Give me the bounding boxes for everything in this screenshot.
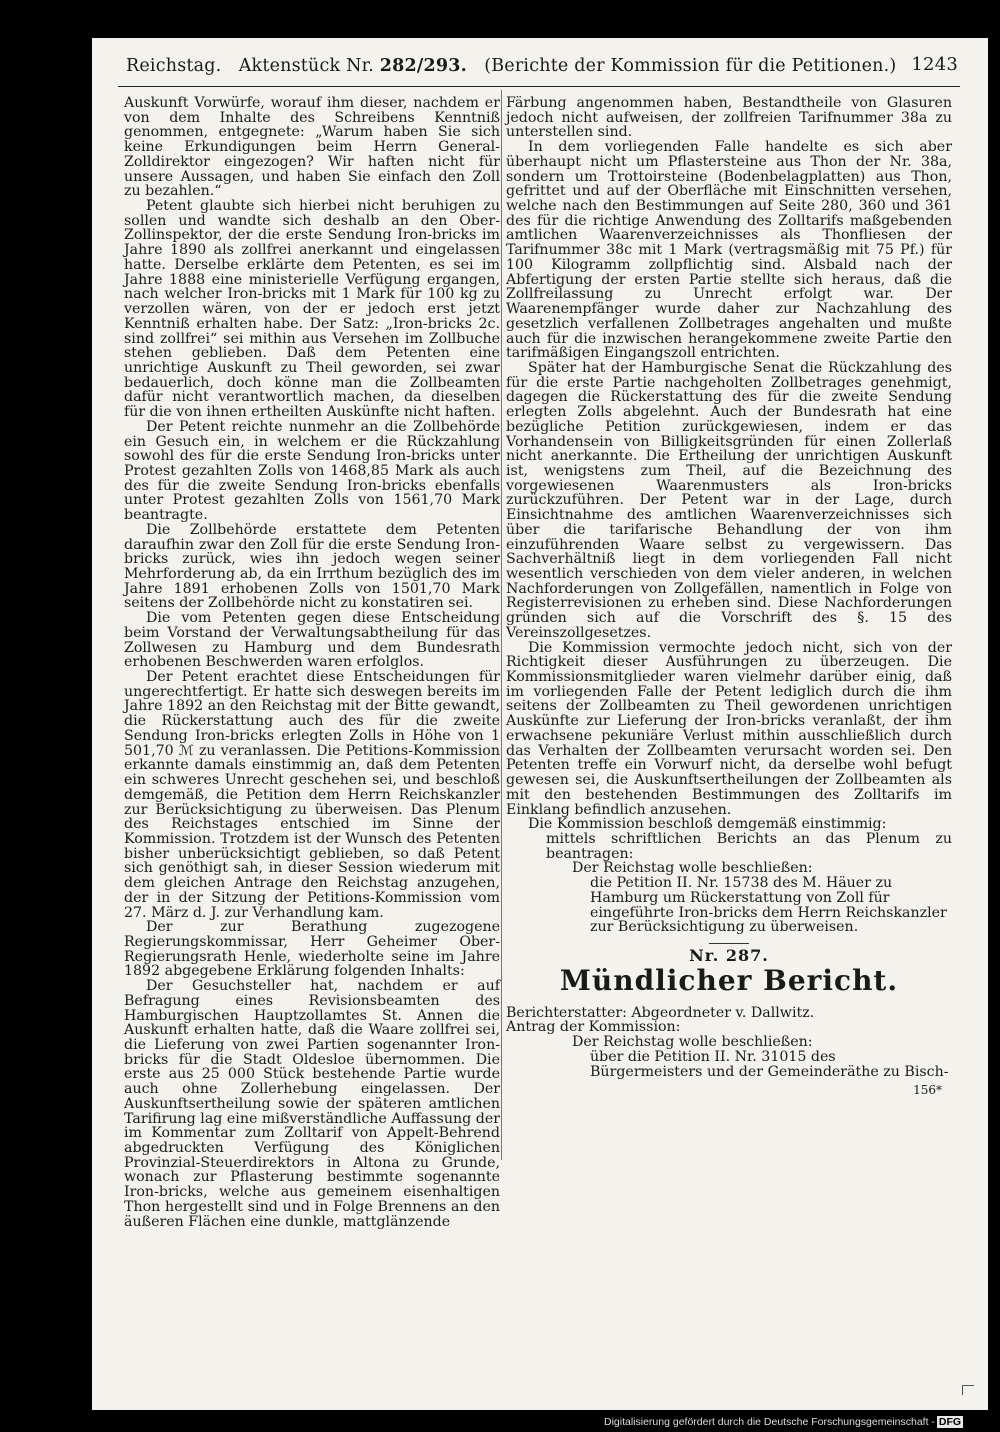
resolution-text: die Petition II. Nr. 15738 des M. Häuer zu Hamburg um Rückerstattung von Zoll für eingeführte Iron-bricks dem Herrn Reichskanzler zur Berücksichtigung zu überweisen.	[590, 875, 947, 936]
paragraph: Färbung angenommen haben, Bestandtheile von Glasuren jedoch nicht aufweisen, der zollfreien Tarifnummer 38a zu unterstellen sind.	[506, 95, 952, 141]
paragraph: Der zur Berathung zugezogene Regierungskommissar, Herr Geheimer Ober-Regierungsrath Henle, wiederholte seine im Jahre 1892 abgegebene Erklärung folgenden Inhalts:	[124, 919, 500, 980]
paragraph: Der Petent reichte nunmehr an die Zollbehörde ein Gesuch ein, in welchem er die Rückzahlung sowohl des für die erste Sendung Iron-bricks unter Protest gezahlten Zolls von 1468,85 Mark als auch des für die zweite Sendung Iron-bricks ebenfalls unter Protest gezahlten Zolls von 1561,70 Mark beantragte.	[124, 418, 500, 524]
resolution-line: mittels schriftlichen Berichts an das Plenum zu beantragen:	[546, 830, 952, 862]
footer-text: Digitalisierung gefördert durch die Deutsche Forschungsgemeinschaft -	[604, 1416, 935, 1428]
reporter-line: Berichterstatter: Abgeordneter v. Dallwitz.	[506, 1004, 815, 1021]
paragraph: Petent glaubte sich hierbei nicht beruhigen zu sollen und wandte sich deshalb an den Ober-Zollinspektor, der die erste Sendung Iron-bricks im Jahre 1890 als zollfrei anerkannt und eingelassen hatte. Derselbe erklärte dem Petenten, es sei im Jahre 1888 eine ministerielle Verfügung ergangen, nach welcher Iron-bricks mit 1 Mark für 100 kg zu verzollen wären, von der er jedoch erst jetzt Kenntniß erhalten habe. Der Satz: „Iron-bricks 2c. sind zollfrei“ sei mithin aus Versehen im Zollbuche stehen geblieben. Daß dem Petenten eine unrichtige Auskunft zu Theil geworden, sei zwar bedauerlich, doch könne man die Zollbeamten dafür nicht verantwortlich machen, da dieselben für die von ihnen ertheilten Auskünfte nicht haften.	[124, 198, 500, 421]
paragraph: In dem vorliegenden Falle handelte es sich aber überhaupt nicht um Pflastersteine aus Thon der Nr. 38a, sondern um Trottoirsteine (Bodenbelagplatten) aus Thon, gefrittet und auf der Oberfläche mit Einschnitten versehen, welche nach den Bestimmungen auf Seite 280, 360 und 361 des für die richtige Anwendung des Zolltarifs maßgebenden amtlichen Waarenverzeichnisses als Thonfliesen der Tarifnummer 38c mit 1 Mark (vertragsmäßig mit 75 Pf.) für 100 Kilogramm zollpflichtig sind. Alsbald nach der Abfertigung der ersten Partie stellte sich heraus, daß die Zollfreilassung zu Unrecht erfolgt war. Der Waarenempfänger wurde daher zur Nachzahlung des gesetzlich verfallenen Zollbetrages angehalten und mußte auch für die inzwischen herangekommene zweite Partie den tarifmäßigen Eingangszoll entrichten.	[506, 139, 952, 362]
page-number: 1243	[911, 54, 958, 75]
paragraph: Die vom Petenten gegen diese Entscheidung beim Vorstand der Verwaltungsabtheilung für das Zollwesen zu Hamburg und dem Bundesrath erhobenen Beschwerden waren erfolglos.	[124, 610, 500, 671]
left-column	[124, 96, 500, 1229]
right-column	[506, 96, 952, 1098]
dfg-logo: DFG	[938, 1416, 962, 1428]
paragraph: Die Zollbehörde erstattete dem Petenten daraufhin zwar den Zoll für die erste Sendung Iron-bricks zurück, wies ihn jedoch wegen seiner Mehrforderung ab, da ein Irrthum bezüglich des im Jahre 1891 erhobenen Zolls von 1501,70 Mark seitens der Zollbehörde nicht zu konstatiren sei.	[124, 521, 500, 612]
paragraph: Auskunft Vorwürfe, worauf ihm dieser, nachdem er von dem Inhalte des Schreibens Kenntniß genommen, entgegnete: „Warum haben Sie sich keine Erkundigungen beim Herrn General-Zolldirektor eingezogen? Wir haften nicht für unsere Aussagen, und haben Sie einfach den Zoll zu bezahlen.“	[124, 95, 500, 200]
crop-mark	[962, 1385, 974, 1395]
paragraph: Die Kommission vermochte jedoch nicht, sich von der Richtigkeit dieser Ausführungen zu überzeugen. Die Kommissionsmitglieder waren vielmehr darüber einig, daß im vorliegenden Falle der Petent lediglich durch die ihm seitens der Zollbeamten zu Theil gewordenen unrichtigen Auskünfte zur Lieferung der Iron-bricks veranlaßt, der ihm erwachsene pekuniäre Verlust mithin ausschließlich durch das Verhalten der Zollbeamten verursacht worden sei. Den Petenten treffe ein Vorwurf nicht, da derselbe wohl befugt gewesen sei, die Auskunftsertheilungen der Zollbeamten als mit den bestehenden Bestimmungen des Zolltarifs im Einklang befindlich anzusehen.	[506, 639, 952, 818]
report-text: über die Petition II. Nr. 31015 des Bürgermeisters und der Gemeinderäthe zu Bisch-	[590, 1048, 949, 1080]
column-divider	[501, 90, 502, 1160]
sheet-number: 156*	[913, 1083, 942, 1098]
motion-line: Antrag der Kommission:	[506, 1019, 681, 1036]
resolution-line: Die Kommission beschloß demgemäß einstimmig:	[528, 816, 887, 833]
paragraph: Der Petent erachtet diese Entscheidungen für ungerechtfertigt. Er hatte sich deswegen bereits im Jahre 1892 an den Reichstag mit der Bitte gewandt, die Rückerstattung auch des für die zweite Sendung Iron-bricks erlegten Zolls in Höhe von 1 501,70 ℳ zu veranlassen. Die Petitions-Kommission erkannte damals einstimmig an, daß dem Petenten ein schweres Unrecht geschehen sei, und beschloß demgemäß, die Petition dem Herrn Reichskanzler zur Berücksichtigung zu überweisen. Das Plenum des Reichstages entschied im Sinne der Kommission. Trotzdem ist der Wunsch des Petenten bisher unberücksichtigt geblieben, so daß Petent sich genöthigt sah, in dieser Session wiederum mit dem gleichen Antrage den Reichstag anzugehen, der in der Sitzung der Petitions-Kommission vom 27. März d. J. zur Verhandlung kam.	[124, 669, 500, 921]
report-title: Mündlicher Bericht.	[559, 963, 899, 997]
document-page	[92, 38, 988, 1410]
header-title: Reichstag. Aktenstück Nr. 282/293. (Berichte der Kommission für die Petitionen.)	[126, 56, 897, 76]
report-number: Nr. 287.	[506, 943, 952, 964]
digitization-footer	[604, 1416, 963, 1428]
resolution-line: Der Reichstag wolle beschließen:	[572, 860, 813, 877]
paragraph: Später hat der Hamburgische Senat die Rückzahlung des für die erste Partie nachgeholten Zollbetrages genehmigt, dagegen die Rückerstattung des für die zweite Sendung erlegten Zolls abgelehnt. Auch der Bundesrath hat eine bezügliche Petition zurückgewiesen, indem er das Vorhandensein von Billigkeitsgründen für einen Zollerlaß nicht anerkannte. Die Ertheilung der unrichtigen Auskunft ist, wenigstens zum Theil, auf die Bezeichnung des vorgewiesenen Waarenmusters als Iron-bricks zurückzuführen. Der Petent war in der Lage, durch Einsichtnahme des amtlichen Waarenverzeichnisses sich über die tarifarische Behandlung der von ihm einzuführenden Waare selbst zu vergewissern. Das Sachverhältniß liegt in dem vorliegenden Fall nicht wesentlich verschieden von dem vieler anderen, in welchen Nachforderungen von Zollgefällen, namentlich in Folge von Registerrevisionen zu erheben sind. Diese Nachforderungen gründen sich auf die Vorschrift des §. 15 des Vereinszollgesetzes.	[506, 359, 952, 641]
header-rule	[118, 86, 960, 87]
running-header	[126, 50, 962, 84]
resolve-line: Der Reichstag wolle beschließen:	[572, 1034, 813, 1051]
paragraph: Der Gesuchsteller hat, nachdem er auf Befragung eines Revisionsbeamten des Hamburgischen Hauptzollamtes St. Annen die Auskunft erhalten hatte, daß die Waare zollfrei sei, die Lieferung von zwei Partien sogenannter Iron-bricks für die Stadt Oldesloe übernommen. Die erste aus 25 000 Stück bestehende Partie wurde auch ohne Zollerhebung eingelassen. Der Auskunftsertheilung sowie der späteren amtlichen Tarifirung lag eine mißverständliche Auffassung der im Kommentar zum Zolltarif von Appelt-Behrend abgedruckten Verfügung des Königlichen Provinzial-Steuerdirektors in Altona zu Grunde, wonach zur Pflasterung bestimmte sogenannte Iron-bricks, welche aus gemeinem eisenhaltigen Thon hergestellt sind und in Folge Brennens an den äußeren Flächen eine dunkle, mattglänzende	[124, 978, 500, 1230]
